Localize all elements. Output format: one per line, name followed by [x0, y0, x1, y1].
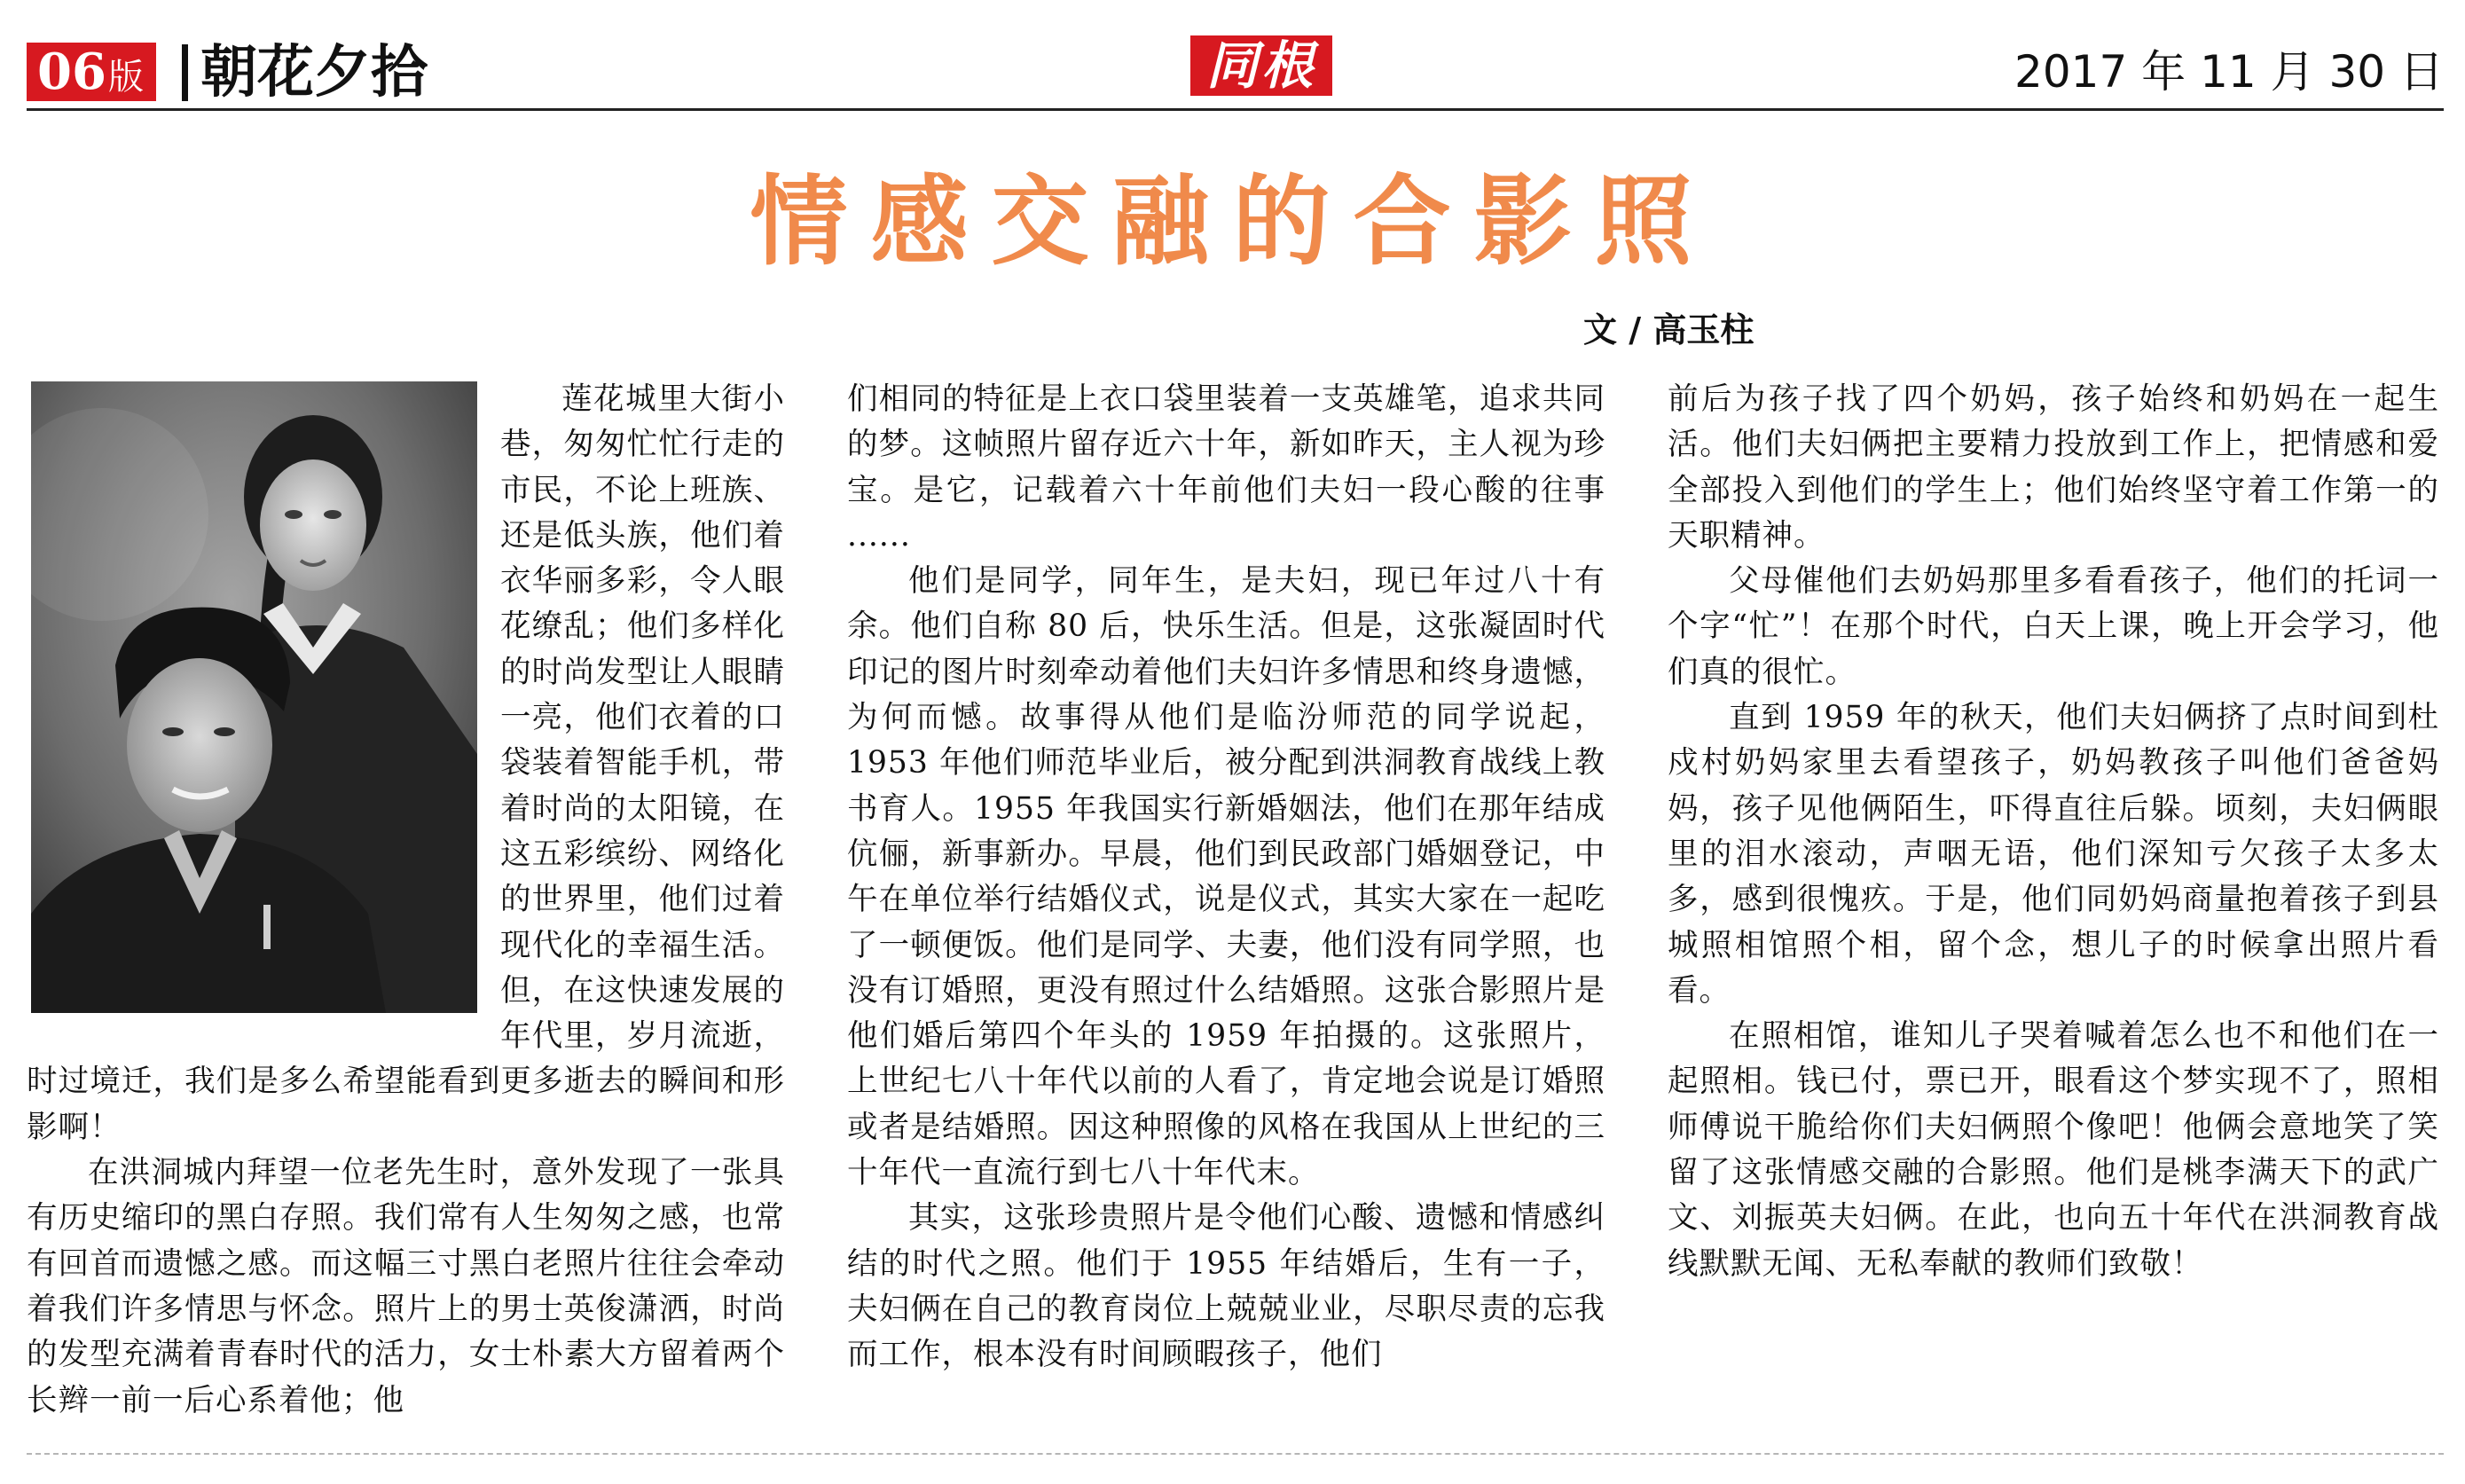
masthead	[27, 35, 2444, 106]
section-name: 朝花夕拾	[200, 40, 428, 106]
paragraph-1: 莲花城里大街小巷，匆匆忙忙行走的市民，不论上班族、还是低头族，他们着衣华丽多彩，令人眼花缭乱；他们多样化的时尚发型让人眼睛一亮，他们衣着的口袋装着智能手机，带着时尚的太阳镜，在这五彩缤纷、网络化的世界里，他们过着现代化的幸福生活。但，在这快速发展的年代里，岁月流逝，时过境迁，我们是多么希望能看到更多逝去的瞬间和形影啊！	[27, 381, 785, 1145]
paragraph-5: 父母催他们去奶妈那里多看看孩子，他们的托词一个字“忙”！在那个时代，白天上课，晚上开会学习，他们真的很忙。	[1668, 563, 2439, 690]
edition-number: 06	[37, 43, 106, 101]
edition-badge	[27, 43, 156, 101]
paragraph-2: 在洪洞城内拜望一位老先生时，意外发现了一张具有历史缩印的黑白存照。我们常有人生匆匆之感，也常有回首而遗憾之感。而这幅三寸黑白老照片往往会牵动着我们许多情思与怀念。照片上的男士英俊潇洒，时尚的发型充满着青春时代的活力，女士朴素大方留着两个长辫一前一后心系着他；他	[27, 1155, 785, 1418]
page-bottom-rule	[27, 1453, 2444, 1455]
article-column-1	[27, 377, 785, 1424]
article-column-2	[847, 377, 1605, 1378]
masthead-divider-bar	[182, 44, 188, 101]
paper-logo: 同根	[1190, 35, 1332, 96]
article-byline: 文 / 高玉柱	[1583, 310, 1755, 349]
photo-image	[31, 381, 477, 1013]
article-column-3	[1668, 377, 2439, 1287]
paragraph-4-continued: 前后为孩子找了四个奶妈，孩子始终和奶妈在一起生活。他们夫妇俩把主要精力投放到工作上，把情感和爱全部投入到他们的学生上；他们始终坚守着工作第一的天职精神。	[1668, 381, 2439, 554]
masthead-rule	[27, 108, 2444, 111]
paragraph-4: 其实，这张珍贵照片是令他们心酸、遗憾和情感纠结的时代之照。他们于 1955 年结婚后，生有一子，夫妇俩在自己的教育岗位上兢兢业业，尽职尽责的忘我而工作，根本没有时间顾暇孩子，他们	[847, 1200, 1605, 1373]
paragraph-6: 直到 1959 年的秋天，他们夫妇俩挤了点时间到杜戍村奶妈家里去看望孩子，奶妈教孩子叫他们爸爸妈妈，孩子见他俩陌生，吓得直往后躲。顷刻，夫妇俩眼里的泪水滚动，声咽无语，他们深知亏欠孩子太多太多，感到很愧疚。于是，他们同奶妈商量抱着孩子到县城照相馆照个相，留个念，想儿子的时候拿出照片看看。	[1668, 700, 2439, 1009]
paragraph-2-continued: 们相同的特征是上衣口袋里装着一支英雄笔，追求共同的梦。这帧照片留存近六十年，新如昨天，主人视为珍宝。是它，记载着六十年前他们夫妇一段心酸的往事 ......	[847, 381, 1605, 554]
paragraph-7: 在照相馆，谁知儿子哭着喊着怎么也不和他们在一起照相。钱已付，票已开，眼看这个梦实现不了，照相师傅说干脆给你们夫妇俩照个像吧！他俩会意地笑了笑留了这张情感交融的合影照。他们是桃李满天下的武广文、刘振英夫妇俩。在此，也向五十年代在洪洞教育战线默默无闻、无私奉献的教师们致敬！	[1668, 1018, 2439, 1282]
article-title: 情感交融的合影照	[750, 165, 1715, 279]
paragraph-3: 他们是同学，同年生，是夫妇，现已年过八十有余。他们自称 80 后，快乐生活。但是，这张凝固时代印记的图片时刻牵动着他们夫妇许多情思和终身遗憾，为何而憾。故事得从他们是临汾师范的同学说起，1953 年他们师范毕业后，被分配到洪洞教育战线上教书育人。1955 年我国实行新婚姻法，他们在那年结成伉俪，新事新办。早晨，他们到民政部门婚姻登记，中午在单位举行结婚仪式，说是仪式，其实大家在一起吃了一顿便饭。他们是同学、夫妻，他们没有同学照，也没有订婚照，更没有照过什么结婚照。这张合影照片是他们婚后第四个年头的 1959 年拍摄的。这张照片，上世纪七八十年代以前的人看了，肯定地会说是订婚照或者是结婚照。因这种照像的风格在我国从上世纪的三十年代一直流行到七八十年代末。	[847, 563, 1605, 1191]
publication-date: 2017 年 11 月 30 日	[2014, 46, 2444, 98]
edition-suffix: 版	[107, 57, 144, 98]
couple-photo	[31, 381, 477, 1013]
